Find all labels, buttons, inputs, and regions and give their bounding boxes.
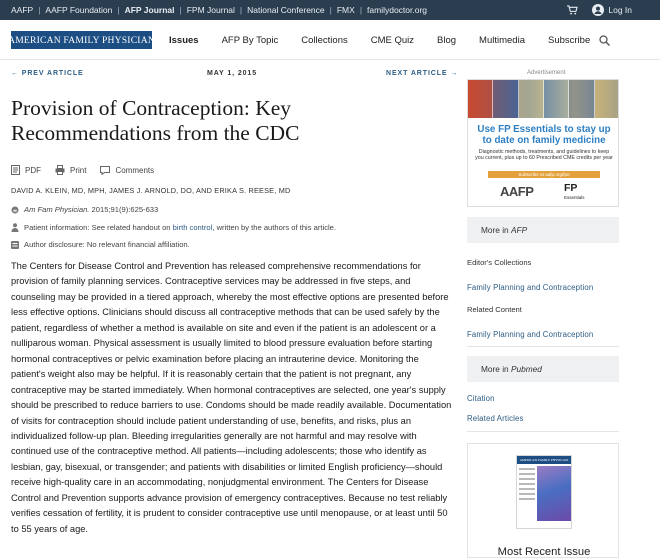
print-icon [55,165,65,175]
more-in-pubmed-toggle[interactable] [467,356,619,382]
fp-logo-text: FP [564,182,578,194]
cover-text-lines [519,468,535,503]
disclosure-icon [11,241,19,249]
related-articles-link[interactable]: Related Articles [467,414,524,423]
separator: | [359,5,363,15]
site-links [0,5,427,15]
top-bar [0,0,660,20]
citation-line [11,205,158,214]
disclosure-text: Author disclosure: No relevant financial affiliation. [24,240,190,249]
divider [467,431,619,432]
nav-collections[interactable]: Collections [301,34,348,46]
ad-image-tiles [468,80,619,118]
nav-issues[interactable]: Issues [169,34,199,46]
ad-cta[interactable]: Subscribe at aafp.org/fpe [488,171,600,178]
comment-icon [100,166,110,175]
patient-info-pre: See related handout on [91,223,171,232]
ad-headline: Use FP Essentials to stay up to date on family medicine [477,124,611,146]
separator: | [179,5,182,15]
site-link-national-conference[interactable]: National Conference [247,5,325,15]
nav-multimedia[interactable]: Multimedia [479,34,525,46]
site-link-familydoctor[interactable]: familydoctor.org [367,5,428,15]
cart-icon[interactable] [567,5,578,15]
comments-label: Comments [115,165,155,175]
login-link[interactable]: Log In [608,5,632,15]
search-icon[interactable] [599,35,610,46]
citation-icon [11,206,19,214]
patient-icon [11,223,19,232]
related-family-planning-link[interactable]: Family Planning and Contraception [467,330,594,339]
issue-date: MAY 1, 2015 [207,70,257,77]
fp-essentials-ad[interactable] [467,79,619,207]
pdf-button[interactable] [11,165,41,175]
fp-logo-sub: Essentials [564,195,585,200]
separator: | [38,5,41,15]
print-button[interactable] [55,165,86,175]
editors-collections-heading: Editor's Collections [467,258,532,267]
ad-subtext: Diagnostic methods, treatments, and guidelines to keep you current, plus up to 60 Prescribed CME credits per year [475,149,613,162]
citation-journal: Am Fam Physician. [24,205,90,214]
most-recent-issue-card[interactable] [467,443,619,558]
cover-masthead: AMERICAN FAMILY PHYSICIAN [517,456,571,464]
nav-blog[interactable]: Blog [437,34,457,46]
site-link-fmx[interactable]: FMX [336,5,355,15]
separator: | [239,5,243,15]
article-abstract: The Centers for Disease Control and Prevention has released comprehensive recommendations for provision of family planning services. Contraceptive services may be addressed in five steps, and counseling may be provided in a tiered approach, whereby the most effective options are presented before less effective options. Clinicians should discuss all contraceptive methods that can be used safely by the patient, regardless of whether a method is available on site and even if the patient is an adolescent or a nulliparous woman. Physical assessment is usually limited to blood pressure evaluation before starting hormonal contraceptives or pelvic examination before placing an intrauterine device. Monitoring the patient's weight also may be helpful. If it is reasonably certain that the patient is not pregnant, any contraceptive may be started immediately. When hormonal contraceptives are selected, one year's supply should be prescribed to reduce barriers to use. Condoms should be made readily available. Documentation of visits for contraception should include patient understanding of use, benefits, and risks, plus an individualized follow-up plan. Bleeding irregularities generally are not harmful and may resolve with continued use of the contraceptive method. All patients—including adolescents; those who identify as lesbian, gay, bisexual, or transgender; and patients with disabilities or limited English proficiency—should receive high-quality care in an accommodating, nonjudgmental environment. The Centers for Disease Control and Prevention supports advance provision of emergency contraceptives. Because no test reliably verifies cessation of fertility, it is prudent to consider contraceptive use until menopause, or at least until 50 to 55 years of age. [11,261,452,534]
user-icon[interactable] [592,4,604,16]
nav-subscribe[interactable]: Subscribe [547,34,591,46]
patient-info-line [11,223,336,232]
nav-afp-by-topic[interactable]: AFP By Topic [221,34,279,46]
site-link-fpm-journal[interactable]: FPM Journal [186,5,235,15]
next-article-link[interactable]: NEXT ARTICLE → [386,70,459,77]
account-area [567,0,660,20]
divider [467,346,619,347]
next-article-label: NEXT ARTICLE [386,70,448,77]
site-link-aafp-foundation[interactable]: AAFP Foundation [45,5,113,15]
citation-link[interactable]: Citation [467,394,495,403]
pdf-icon [11,165,20,175]
nav-cme-quiz[interactable]: CME Quiz [370,34,415,46]
more-in-afp-pre: More in [481,225,509,235]
aafp-logo: AAFP [500,184,534,199]
collection-family-planning-link[interactable]: Family Planning and Contraception [467,283,594,292]
more-in-afp-toggle[interactable] [467,217,619,243]
comments-button[interactable] [100,166,154,175]
disclosure-line [11,240,190,249]
prev-article-link[interactable]: ← PREV ARTICLE [11,70,84,77]
fp-essentials-logo [564,183,585,203]
citation-ref: 2015;91(9):625-633 [91,205,159,214]
cover-illustration [537,466,571,521]
separator: | [117,5,120,15]
article-authors: DAVID A. KLEIN, MD, MPH, JAMES J. ARNOLD, DO, AND ERIKA S. REESE, MD [11,186,291,195]
print-label: Print [70,165,87,175]
issue-cover-image [516,455,572,529]
patient-info-label: Patient information: [24,223,90,232]
afp-logo[interactable]: AMERICAN FAMILY PHYSICIAN [11,31,152,49]
most-recent-issue-label: Most Recent Issue [497,546,591,558]
related-content-heading: Related Content [467,305,522,314]
pdf-label: PDF [25,165,41,175]
more-in-pubmed-pre: More in [481,364,509,374]
site-link-aafp[interactable]: AAFP [11,5,34,15]
prev-article-label: PREV ARTICLE [21,70,84,77]
article-tools [11,165,168,175]
article-title: Provision of Contraception: Key Recommendations from the CDC [11,96,300,145]
patient-info-post: , written by the authors of this article. [212,223,337,232]
main-nav [0,20,660,60]
birth-control-link[interactable]: birth control [172,223,213,232]
ad-label: Advertisement [527,70,566,76]
separator: | [329,5,332,15]
more-in-afp-em: AFP [510,225,528,235]
more-in-pubmed-em: Pubmed [510,364,542,374]
nav-items [169,20,613,60]
site-link-afp-journal[interactable]: AFP Journal [124,5,175,15]
